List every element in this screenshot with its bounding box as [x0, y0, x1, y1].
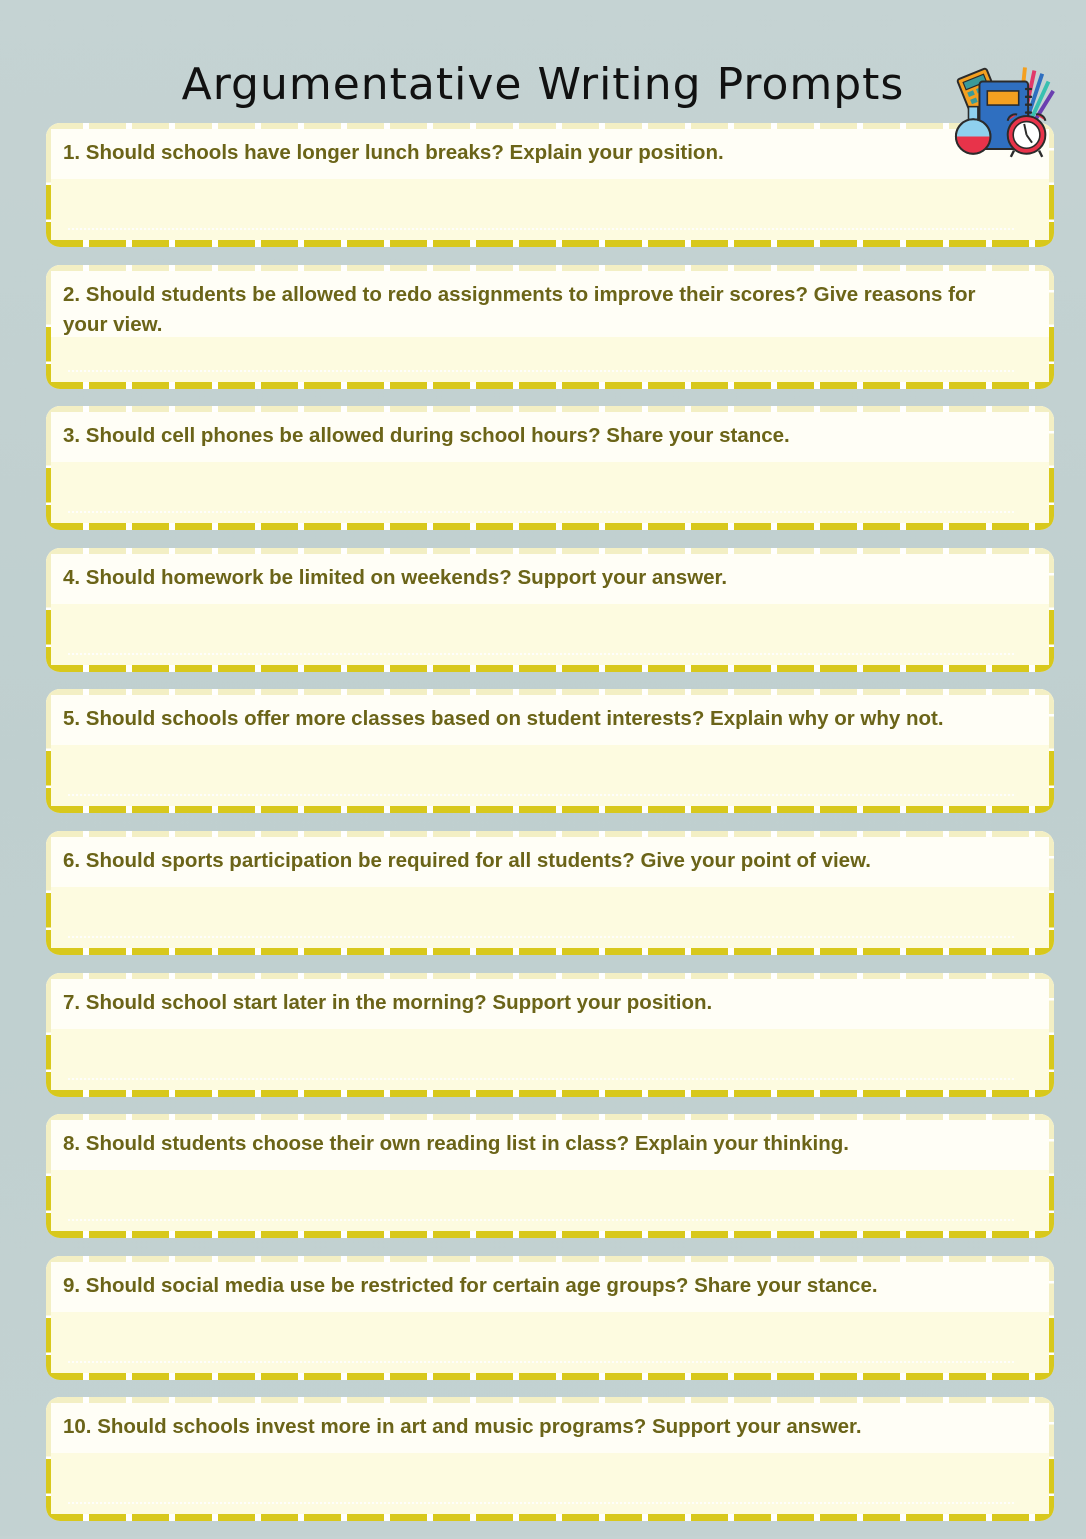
prompt-card	[46, 548, 1054, 672]
prompt-list	[46, 123, 1054, 1539]
prompt-text: 1. Should schools have longer lunch breaks? Explain your position.	[63, 141, 724, 164]
answer-area[interactable]	[46, 462, 1054, 523]
prompt-card	[46, 973, 1054, 1097]
answer-line	[68, 653, 1014, 655]
page-title: Argumentative Writing Prompts	[181, 59, 905, 111]
prompt-card	[46, 689, 1054, 813]
answer-area[interactable]	[46, 1029, 1054, 1090]
prompt-text: 4. Should homework be limited on weekends? Support your answer.	[63, 565, 728, 589]
answer-line	[68, 936, 1014, 938]
answer-line	[68, 1219, 1014, 1221]
prompt-card	[46, 265, 1054, 389]
answer-line	[68, 1502, 1014, 1504]
prompt-card	[46, 1114, 1054, 1238]
answer-area[interactable]	[46, 745, 1054, 806]
prompt-card	[46, 1397, 1054, 1521]
answer-line	[68, 1361, 1014, 1363]
prompt-text: 5. Should schools offer more classes based on student interests? Explain why or why not.	[63, 707, 944, 731]
answer-area[interactable]	[46, 604, 1054, 665]
prompt-text: 6. Should sports participation be required for all students? Give your point of view.	[63, 848, 871, 872]
prompt-text: 7. Should school start later in the morning? Support your position.	[63, 990, 713, 1014]
prompt-text: 2. Should students be allowed to redo assignments to improve their scores? Give reasons for your view.	[63, 282, 976, 336]
answer-line	[68, 370, 1014, 372]
prompt-text: 10. Should schools invest more in art and music programs? Support your answer.	[63, 1415, 862, 1439]
answer-area[interactable]	[46, 1453, 1054, 1514]
prompt-text: 8. Should students choose their own reading list in class? Explain your thinking.	[63, 1132, 849, 1156]
answer-area[interactable]	[46, 1312, 1054, 1373]
answer-line	[68, 511, 1014, 513]
answer-line	[68, 1078, 1014, 1080]
school-supplies-icon	[948, 58, 1058, 160]
answer-area[interactable]	[46, 337, 1054, 382]
prompt-card	[46, 406, 1054, 530]
answer-line	[68, 794, 1014, 796]
answer-area[interactable]	[46, 179, 1054, 240]
prompt-text: 9. Should social media use be restricted for certain age groups? Share your stance.	[63, 1273, 878, 1297]
answer-line	[68, 228, 1014, 230]
answer-area[interactable]	[46, 1170, 1054, 1231]
prompt-card	[46, 123, 1054, 247]
prompt-card	[46, 1256, 1054, 1380]
answer-area[interactable]	[46, 887, 1054, 948]
prompt-text: 3. Should cell phones be allowed during school hours? Share your stance.	[63, 424, 790, 448]
prompt-card	[46, 831, 1054, 955]
